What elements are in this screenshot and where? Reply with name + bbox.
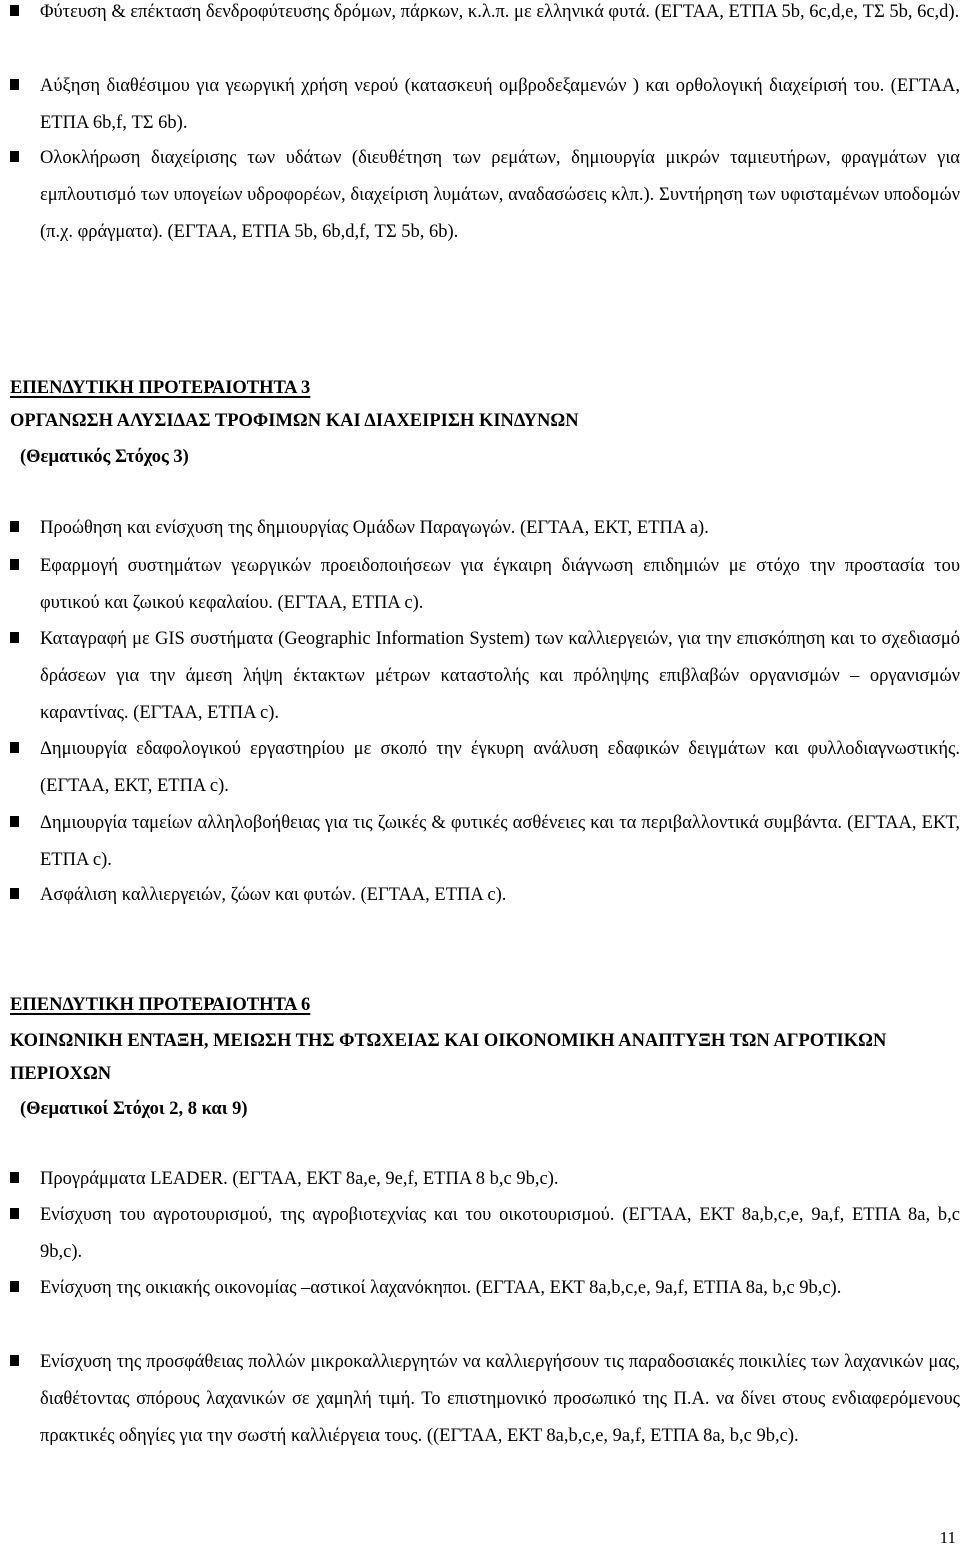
section-heading: ΕΠΕΝΔΥΤΙΚΗ ΠΡΟΤΕΡΑΙΟΤΗΤΑ 3 bbox=[10, 378, 311, 398]
list-item bbox=[10, 877, 960, 914]
list-item bbox=[10, 621, 960, 732]
list-item bbox=[10, 510, 960, 547]
list-item bbox=[10, 1344, 960, 1455]
section-heading: ΕΠΕΝΔΥΤΙΚΗ ΠΡΟΤΕΡΑΙΟΤΗΤΑ 6 bbox=[10, 995, 311, 1015]
bullet-icon bbox=[10, 1281, 19, 1292]
bullet-icon bbox=[10, 559, 19, 570]
bullet-icon bbox=[10, 632, 19, 643]
list-item bbox=[10, 1161, 960, 1198]
bullet-icon bbox=[10, 1208, 19, 1219]
bullet-icon bbox=[10, 151, 19, 162]
bullet-text: Εφαρμογή συστημάτων γεωργικών προειδοποιήσεων για έγκαιρη διάγνωση επιδημιών με στόχο την προστασία του φυτικού και ζωικού κεφαλαίου. (ΕΓΤΑΑ, ΕΤΠΑ c). bbox=[40, 556, 960, 613]
list-item bbox=[10, 1197, 960, 1271]
list-item bbox=[10, 805, 960, 879]
section-subtitle: ΟΡΓΑΝΩΣΗ ΑΛΥΣΙΔΑΣ ΤΡΟΦΙΜΩΝ ΚΑΙ ΔΙΑΧΕΙΡΙΣΗ ΚΙΝΔΥΝΩΝ bbox=[10, 411, 579, 431]
bullet-text: Καταγραφή με GIS συστήματα (Geographic Information System) των καλλιεργειών, για την επισκόπηση και το σχεδιασμό δράσεων για την άμεση λήψη έκτακτων μέτρων καταστολής και πρόληψης επιβλαβών οργανισμών – οργανισμών καραντίνας. (ΕΓΤΑΑ, ΕΤΠΑ c). bbox=[40, 629, 960, 723]
bullet-text: Ενίσχυση της προσφάθειας πολλών μικροκαλλιεργητών να καλλιεργήσουν τις παραδοσιακές ποικιλίες των λαχανικών μας, διαθέτοντας σπόρους λαχανικών σε χαμηλή τιμή. Το επιστημονικό προσωπικό της Π.Α. να δίνει στους ενδιαφερόμενους πρακτικές οδηγίες για την σωστή καλλιέργεια τους. ((ΕΓΤΑΑ, ΕΚΤ 8a,b,c,e, 9a,f, ΕΤΠΑ 8a, b,c 9b,c). bbox=[40, 1352, 960, 1446]
bullet-text: Δημιουργία ταμείων αλληλοβοήθειας για τις ζωικές & φυτικές ασθένειες και τα περιβαλλοντικά συμβάντα. (ΕΓΤΑΑ, ΕΚΤ, ΕΤΠΑ c). bbox=[40, 813, 960, 870]
list-item bbox=[10, 0, 960, 31]
bullet-icon bbox=[10, 1172, 19, 1183]
bullet-icon bbox=[10, 5, 19, 16]
section-goal: (Θεματικός Στόχος 3) bbox=[20, 447, 189, 467]
page-number: 11 bbox=[939, 1528, 956, 1547]
bullet-text: Προώθηση και ενίσχυση της δημιουργίας Ομάδων Παραγωγών. (ΕΓΤΑΑ, ΕΚΤ, ΕΤΠΑ a). bbox=[40, 518, 709, 538]
bullet-text: Ενίσχυση της οικιακής οικονομίας –αστικοί λαχανόκηποι. (ΕΓΤΑΑ, ΕΚΤ 8a,b,c,e, 9a,f, ΕΤΠΑ 8a, b,c 9b,c). bbox=[40, 1278, 842, 1298]
list-item bbox=[10, 548, 960, 622]
list-item bbox=[10, 1270, 960, 1307]
bullet-icon bbox=[10, 521, 19, 532]
bullet-icon bbox=[10, 742, 19, 753]
bullet-icon bbox=[10, 79, 19, 90]
list-item bbox=[10, 68, 960, 142]
bullet-text: Δημιουργία εδαφολογικού εργαστηρίου με σκοπό την έγκυρη ανάλυση εδαφικών δειγμάτων και φυλλοδιαγνωστικής. (ΕΓΤΑΑ, ΕΚΤ, ΕΤΠΑ c). bbox=[40, 739, 960, 796]
bullet-text: Προγράμματα LEADER. (ΕΓΤΑΑ, ΕΚΤ 8a,e, 9e,f, ΕΤΠΑ 8 b,c 9b,c). bbox=[40, 1169, 559, 1189]
bullet-text: Ενίσχυση του αγροτουρισμού, της αγροβιοτεχνίας και του οικοτουρισμού. (ΕΓΤΑΑ, ΕΚΤ 8a,b,c,e, 9a,f, ΕΤΠΑ 8a, b,c 9b,c). bbox=[40, 1205, 960, 1262]
bullet-text: Φύτευση & επέκταση δενδροφύτευσης δρόμων, πάρκων, κ.λ.π. με ελληνικά φυτά. (ΕΓΤΑΑ, ΕΤΠΑ 5b, 6c,d,e, ΤΣ 5b, 6c,d). bbox=[40, 2, 960, 22]
bullet-icon bbox=[10, 816, 19, 827]
list-item bbox=[10, 140, 960, 251]
bullet-text: Αύξηση διαθέσιμου για γεωργική χρήση νερού (κατασκευή ομβροδεξαμενών ) και ορθολογική διαχείρισή του. (ΕΓΤΑΑ, ΕΤΠΑ 6b,f, ΤΣ 6b). bbox=[40, 76, 960, 133]
section-goal: (Θεματικοί Στόχοι 2, 8 και 9) bbox=[20, 1099, 248, 1119]
list-item bbox=[10, 731, 960, 805]
bullet-icon bbox=[10, 1355, 19, 1366]
bullet-text: Ασφάλιση καλλιεργειών, ζώων και φυτών. (ΕΓΤΑΑ, ΕΤΠΑ c). bbox=[40, 885, 507, 905]
section-subtitle: ΚΟΙΝΩΝΙΚΗ ΕΝΤΑΞΗ, ΜΕΙΩΣΗ ΤΗΣ ΦΤΩΧΕΙΑΣ ΚΑΙ ΟΙΚΟΝΟΜΙΚΗ ΑΝΑΠΤΥΞΗ ΤΩΝ ΑΓΡΟΤΙΚΩΝ ΠΕΡΙΟΧΩΝ bbox=[10, 1031, 887, 1084]
bullet-icon bbox=[10, 888, 19, 899]
bullet-text: Ολοκλήρωση διαχείρισης των υδάτων (διευθέτηση των ρεμάτων, δημιουργία μικρών ταμιευτήρων, φραγμάτων για εμπλουτισμό των υπογείων υδροφορέων, διαχείριση λυμάτων, αναδασώσεις κλπ.). Συντήρηση των υφισταμένων υποδομών (π.χ. φράγματα). (ΕΓΤΑΑ, ΕΤΠΑ 5b, 6b,d,f, ΤΣ 5b, 6b). bbox=[40, 148, 960, 242]
